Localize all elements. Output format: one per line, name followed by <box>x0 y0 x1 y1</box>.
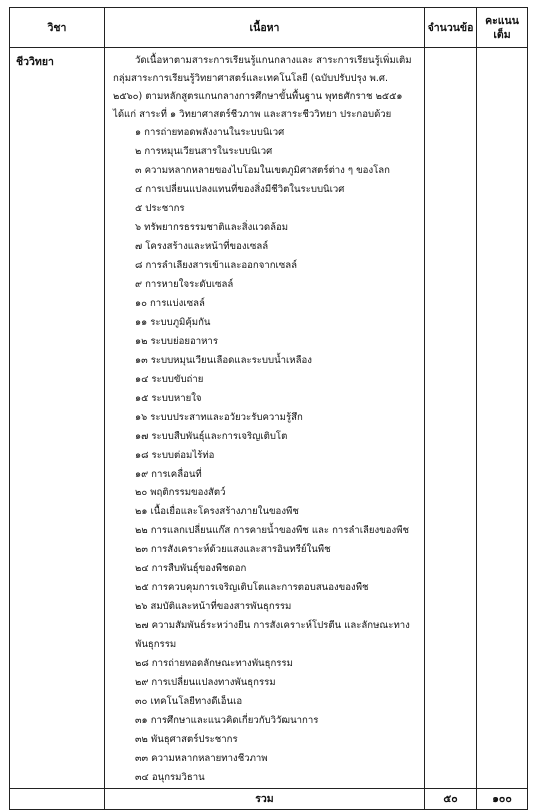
table-header-row <box>10 8 528 48</box>
topic-item: ๓๔ อนุกรมวิธาน <box>135 771 205 783</box>
count-cell <box>425 48 477 789</box>
topic-item: ๑๗ ระบบสืบพันธุ์และการเจริญเติบโต <box>135 430 288 442</box>
topic-item: ๑๒ ระบบย่อยอาหาร <box>135 335 218 347</box>
topic-item: ๒๓ การสังเคราะห์ด้วยแสงและสารอินทรีย์ในพืช <box>135 544 331 556</box>
topic-item: ๑๖ ระบบประสาทและอวัยวะรับความรู้สึก <box>135 411 303 423</box>
topic-item: ๒๒ การแลกเปลี่ยนแก๊ส การคายน้ำของพืช และ การลำเลียงของพืช <box>135 525 410 537</box>
topic-item: ๓ ความหลากหลายของไบโอมในเขตภูมิศาสตร์ต่าง ๆ ของโลก <box>135 165 390 177</box>
topic-item: ๒๘ การถ่ายทอดลักษณะทางพันธุกรรม <box>135 658 293 670</box>
exam-structure-table <box>9 7 528 810</box>
topic-item: ๑ การถ่ายทอดพลังงานในระบบนิเวศ <box>135 127 285 139</box>
topic-item: ๓๐ เทคโนโลยีทางดีเอ็นเอ <box>135 695 243 707</box>
topic-item: ๑๓ ระบบหมุนเวียนเลือดและระบบน้ำเหลือง <box>135 354 312 366</box>
topic-item: ๒๙ การเปลี่ยนแปลงทางพันธุกรรม <box>135 677 276 689</box>
topic-item: ๙ การหายใจระดับเซลล์ <box>135 279 234 290</box>
topic-item: ๓๒ พันธุศาสตร์ประชากร <box>135 733 238 745</box>
topic-item: ๖ ทรัพยากรธรรมชาติและสิ่งแวดล้อม <box>135 222 289 234</box>
topic-item: ๒๑ เนื้อเยื่อและโครงสร้างภายในของพืช <box>135 506 299 518</box>
content-intro: วัดเนื้อหาตามสาระการเรียนรู้แกนกลางและ สาระการเรียนรู้เพิ่มเติม กลุ่มสาระการเรียนรู้วิทยาศาสตร์และเทคโนโลยี (ฉบับปรับปรุง พ.ศ. ๒๕๖๐) ตามหลักสูตรแกนกลางการศึกษาขั้นพื้นฐาน พุทธศักราช ๒๕๕๑ ได้แก่ สาระที่ ๑ วิทยาศาสตร์ชีวภาพ และสาระชีววิทยา ประกอบด้วย <box>113 55 412 121</box>
total-score: ๑๐๐ <box>477 788 528 809</box>
topic-item: ๕ ประชากร <box>135 203 185 215</box>
topic-item: ๓๑ การศึกษาและแนวคิดเกี่ยวกับวิวัฒนาการ <box>135 714 319 726</box>
header-subject: วิชา <box>10 8 105 48</box>
total-empty-cell <box>10 788 105 809</box>
topic-item: ๒๖ สมบัติและหน้าที่ของสารพันธุกรรม <box>135 601 292 613</box>
table-row <box>10 48 528 789</box>
topic-item: ๒๗ ความสัมพันธ์ระหว่างยีน การสังเคราะห์โปรตีน และลักษณะทางพันธุกรรม <box>135 620 410 651</box>
total-count: ๕๐ <box>425 788 477 809</box>
exam-blueprint-document <box>9 7 527 806</box>
total-row <box>10 788 528 809</box>
topic-item: ๔ การเปลี่ยนแปลงแทนที่ของสิ่งมีชีวิตในระบบนิเวศ <box>135 184 345 196</box>
subject-cell: ชีววิทยา <box>10 48 105 789</box>
topic-item: ๑๙ การเคลื่อนที่ <box>135 468 202 480</box>
header-content: เนื้อหา <box>105 8 425 48</box>
topic-item: ๑๕ ระบบหายใจ <box>135 392 202 404</box>
topic-item: ๑๐ การแบ่งเซลล์ <box>135 297 205 309</box>
topic-item: ๓๓ ความหลากหลายทางชีวภาพ <box>135 752 268 764</box>
topic-item: ๒๔ การสืบพันธุ์ของพืชดอก <box>135 563 247 575</box>
topic-item: ๑๘ ระบบต่อมไร้ท่อ <box>135 449 215 461</box>
topic-item: ๒๐ พฤติกรรมของสัตว์ <box>135 487 226 499</box>
topic-item: ๒ การหมุนเวียนสารในระบบนิเวศ <box>135 146 273 158</box>
topic-item: ๒๕ การควบคุมการเจริญเติบโตและการตอบสนองของพืช <box>135 582 369 594</box>
topic-list <box>113 124 420 787</box>
topic-item: ๗ โครงสร้างและหน้าที่ของเซลล์ <box>135 241 269 253</box>
topic-item: ๑๔ ระบบขับถ่าย <box>135 373 204 385</box>
header-score: คะแนนเต็ม <box>477 8 528 48</box>
content-cell <box>105 48 425 789</box>
score-cell <box>477 48 528 789</box>
total-label: รวม <box>105 788 425 809</box>
topic-item: ๑๑ ระบบภูมิคุ้มกัน <box>135 316 211 328</box>
header-count: จำนวนข้อ <box>425 8 477 48</box>
topic-item: ๘ การลำเลียงสารเข้าและออกจากเซลล์ <box>135 260 298 272</box>
